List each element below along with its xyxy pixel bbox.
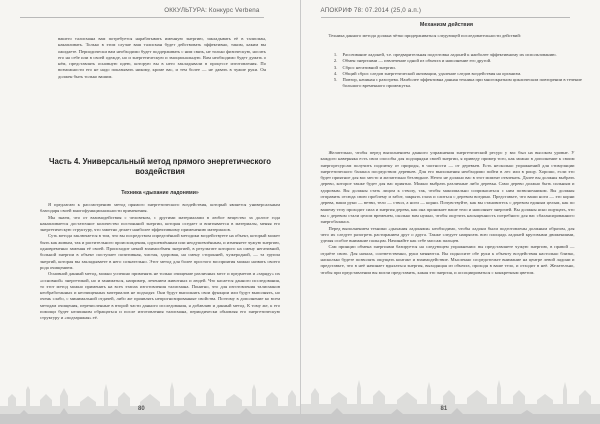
body-text (321, 150, 575, 276)
intro-paragraph (321, 33, 575, 39)
page-number: 81 (440, 406, 448, 412)
paragraph: Желательно, чтобы перед выполнением данного упражнения энергетический ресурс у вас был на высоком уровне. У каждого наверняка есть свои способы для подзарядки своей энергии, я приведу пример того, как можно в дополнение к своим энергоресурсам получить подпитку от природы, в частности — от деревьев. Есть несколько упражнений для стимуляции энергетического баланса посредством деревьев. Для его выполнения необходимо пойти в лес или в рощу. Хорошо, если это будет приятное для вас место и желательно безлюдное. Нечто не должно вас в этот момент отвлекать. Далее вы должны выбрать дерево, которое также будет для вас приятно. Можно выбрать различные либо деревья. Само дерево должно быть сильным и здоровым. Вы должны стать лицом к стволу, так, чтобы максимально соприкасаться с ним позвоночником. Вы должны отправить отсюда свою проблему и забот, закрыть глаза и слиться с деревом воедино. Представьте, что ваши ноги — это корни дерева, ваши руки — ветви, тело — ствол, а ноги — корни. Почувствуйте, как вы становитесь с деревом единым целым, как по вашему телу проходит сила и энергия дерева, как она проникает ваше тело и наполняет энергией. Вы должны ясно ощущать, что вы с деревом стали целом временем, сколько вам нужно, чтобы ощутить насыщенность потребного для вас сбалансированного энергобаланса. (320, 150, 575, 225)
page-number: 80 (138, 406, 145, 412)
steps-list (321, 52, 593, 90)
header-text: ОККУЛЬТУРА: Конкурс Verbena (164, 7, 260, 14)
paragraph: вашего талисмана вам потребуется нарабатывать именную энергию, закладывать её в талисман, накапливать. Только в этом случае ваш талисман будет действовать эффективно, таким, каким вы ожидаете. Периодически вам необходимо будет поддерживать с ним связь, не только физическую, носить его на себе или в своей одежде, но и энергетическую и эмоциональную. Вам необходимо будет думать о нём, представлять основную идею, которую вы в него закладывали в процессе изготовления. По возможности его не надо показывать никому, кроме вас, и тем более — не давать в чужие руки. Он должен быть только вашим. (58, 36, 266, 79)
running-header (301, 7, 600, 14)
intro-paragraph (58, 36, 266, 80)
body-text (40, 202, 280, 322)
running-header (0, 7, 300, 14)
list-item: 2. Обмен энергиями — извлечение одной из объекта и наполнение его другой. (339, 58, 593, 64)
list-item: 3. Сброс негативной энергии. (339, 65, 593, 71)
list-item: 1. Рассеивание ладоней, т.е. предварительная подготовка ладоней к наиболее эффективному их использованию. (339, 52, 593, 58)
paragraph: Я предлагаю к рассмотрению метод прямого энергетического воздействия, который является универсальным благодаря своей многофункциональности применения. (40, 202, 280, 214)
right-page (301, 0, 600, 424)
city-skyline-illustration (301, 368, 600, 424)
section-title: Механизм действия (419, 22, 474, 28)
list-item: 4. Общий сброс следов энергетической активации, удаление следов воздействия на организм. (339, 71, 593, 77)
technique-title: Техника «дыхание ладонями» (121, 190, 199, 196)
paragraph: Основной данный метод, можно успешно применять не только очищение различных мест и предметов и «заряду» их «основной» энергетикой, но и заниматься, например, лечением животных и людей. Что касается данного исследования, то этот метод можно применять на всех этапах изготовления талисмана. Понятно, что для изготовления талисманов необработанных и неочищенных материалов не подходят. Они будут выполнять свои функции или будут выполнять, но очень слабо, с минимальной отдачей, либо же проявлять непрогнозированные свойства. Поэтому в дополнение ко всем методам очищения, перечисленные в второй части данного исследования, я добавляю и данный метод. К тому же, к его помощи будет нелишним обращаться и после изготовления талисмана, периодически обновляя его энергетическую структуру и «подзаряжая» её. (40, 271, 280, 321)
paragraph: Мы знаем, что от взаимодействия с человеком, с другими материалами в любое вещество за долгое года накапливается достаточное количество постоянной энергии, которая оседает и впитывается в материалы, меняя его энергетическую структуру, что заметно делает наиболее эффективному применению материалов. (40, 214, 280, 233)
city-skyline-illustration (0, 368, 300, 424)
header-text: АПОКРИФ 78: 07.2014 (25,0 а.п.) (320, 7, 422, 14)
paragraph: Суть метода заключается в том, что вы посредством определённой методики воздействуете на объект, который может быть как живым, так и растительного происхождения, одушевлённым или неодушевлённым, и изменяете чужую энергию, одновременно заменяя её своей. Происходит некий взаимообмен энергией, в результате которого на смену негативной, больной энергии в объект поступает позитивная, чистая, здоровая, на смену сторонней, чужеродной, — та группа энергий, которая вы закладываете в него сознательно. Этот метод для более простого восприятия можно назвать своего рода очищением. (40, 233, 280, 270)
paragraph: Перед выполнением техники «дыхания ладонями» необходимо, чтобы ладони были подготовлены должным образом, для чего их следует разогреть растиранием друг о друга. Также следует напрягать всю площадь ладоней круговыми движениями, уделяя особое внимание пальцам. Начинайте как себе массаж пальцев. (320, 225, 575, 244)
paragraph: Техника данного метода должна чётко придерживаться следующей последовательности действий: (328, 33, 522, 38)
paragraph: Сам принцип обмена энергиями базируется на следующем упражнении: вы представляете чужую энергию, в правой — отдаёте свою. Для начала, соответственно, руки меняются. Вы подносите обе руки к объекту воздействия настолько близко, насколько будете позволять ощущать контакт и взаимодействие. Мысленно сосредоточьте внимание на центре левой ладони и представьте, что в неё начинает вдыхаться энергия, выходящая из объекта, проходя в ваше тело, и отходит в неё. Желательно, чтобы при представлении вы могли представить, какая это энергия, и ассоциироваться с конкретным цветом. (320, 244, 575, 275)
list-item: 5. Повтор, начиная с разогрева. Наиболее эффективна данная техника при многократном циклическом повторении в течение большого временного промежутка. (339, 77, 593, 90)
header-rule (20, 17, 264, 18)
header-rule (321, 17, 571, 18)
chapter-title: Часть 4. Универсальный метод прямого энергетического воздействия (49, 157, 271, 176)
